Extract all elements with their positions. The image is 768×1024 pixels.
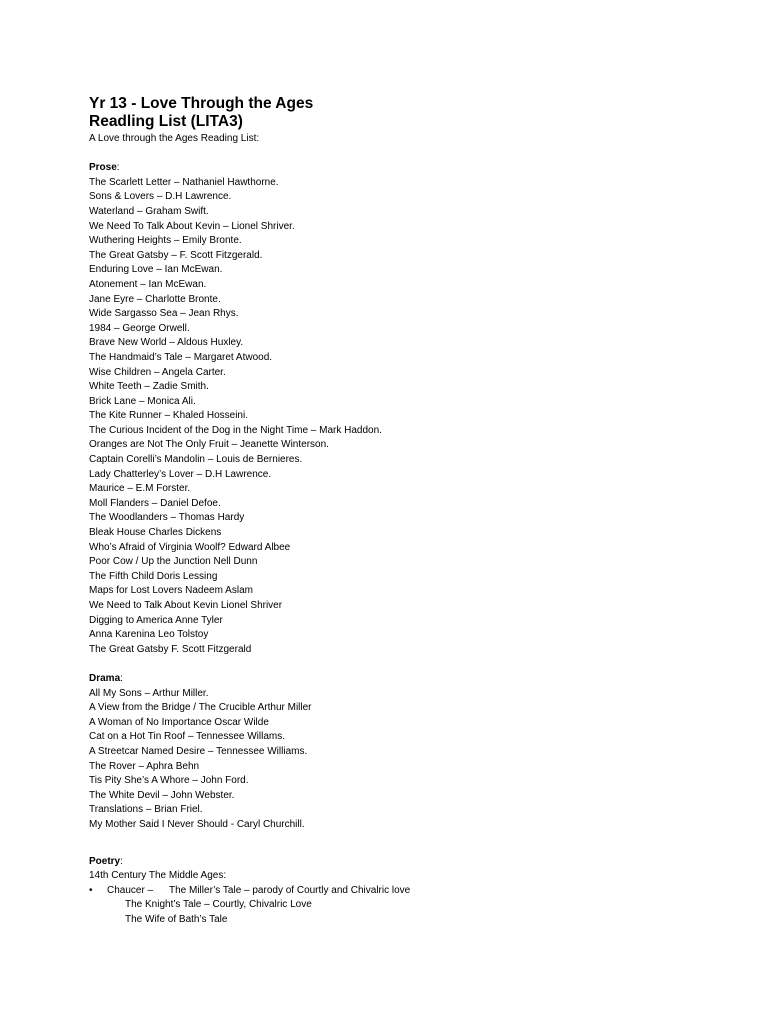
prose-list <box>89 176 749 658</box>
list-item: Wide Sargasso Sea – Jean Rhys. <box>89 308 239 320</box>
poetry-bullet-item <box>89 884 749 899</box>
list-item: White Teeth – Zadie Smith. <box>89 381 209 393</box>
list-item: Wise Children – Angela Carter. <box>89 366 226 378</box>
list-item: Brick Lane – Monica Ali. <box>89 395 196 407</box>
poetry-heading-colon: : <box>120 855 123 867</box>
list-item: Digging to America Anne Tyler <box>89 614 223 626</box>
list-item: Waterland – Graham Swift. <box>89 205 209 217</box>
list-item: Translations – Brian Friel. <box>89 804 203 816</box>
list-item: Oranges are Not The Only Fruit – Jeanette Winterson. <box>89 439 329 451</box>
list-item: Sons & Lovers – D.H Lawrence. <box>89 191 232 203</box>
list-item: The Kite Runner – Khaled Hosseini. <box>89 410 248 422</box>
list-item: Wuthering Heights – Emily Bronte. <box>89 235 242 247</box>
bullet-icon: • <box>89 884 93 896</box>
list-item: Tis Pity She’s A Whore – John Ford. <box>89 775 249 787</box>
list-item: My Mother Said I Never Should - Caryl Churchill. <box>89 818 305 830</box>
poetry-work: The Wife of Bath’s Tale <box>125 913 228 925</box>
list-item: Cat on a Hot Tin Roof – Tennessee Willams. <box>89 731 286 743</box>
list-item: Enduring Love – Ian McEwan. <box>89 264 223 276</box>
list-item: The Scarlett Letter – Nathaniel Hawthorne. <box>89 176 279 188</box>
drama-heading-label: Drama <box>89 672 121 684</box>
list-item: 1984 – George Orwell. <box>89 322 190 334</box>
list-item: The Great Gatsby – F. Scott Fitzgerald. <box>89 249 263 261</box>
spacer <box>89 657 749 672</box>
list-item: The Fifth Child Doris Lessing <box>89 570 218 582</box>
list-item: The Rover – Aphra Behn <box>89 760 200 772</box>
intro-text: A Love through the Ages Reading List: <box>89 133 260 144</box>
list-item: The Handmaid’s Tale – Margaret Atwood. <box>89 351 273 363</box>
list-item: All My Sons – Arthur Miller. <box>89 687 209 699</box>
list-item: Moll Flanders – Daniel Defoe. <box>89 497 221 509</box>
poetry-heading <box>89 855 749 870</box>
poetry-heading-label: Poetry <box>89 855 121 867</box>
list-item: A View from the Bridge / The Crucible Arthur Miller <box>89 702 312 714</box>
drama-heading-colon: : <box>120 672 123 684</box>
list-item: Lady Chatterley’s Lover – D.H Lawrence. <box>89 468 272 480</box>
list-item: A Streetcar Named Desire – Tennessee Williams. <box>89 745 308 757</box>
list-item: A Woman of No Importance Oscar Wilde <box>89 716 269 728</box>
list-item: Who’s Afraid of Virginia Woolf? Edward Albee <box>89 541 291 553</box>
list-item: Bleak House Charles Dickens <box>89 527 222 539</box>
list-item: The Woodlanders – Thomas Hardy <box>89 512 245 524</box>
list-item: The White Devil – John Webster. <box>89 789 235 801</box>
list-item: Anna Karenina Leo Tolstoy <box>89 629 209 641</box>
list-item: The Curious Incident of the Dog in the Night Time – Mark Haddon. <box>89 424 382 436</box>
list-item: Atonement – Ian McEwan. <box>89 278 207 290</box>
list-item: Brave New World – Aldous Huxley. <box>89 337 244 349</box>
list-item: We Need To Talk About Kevin – Lionel Shriver. <box>89 220 295 232</box>
document-title-line-1: Yr 13 - Love Through the Ages <box>89 95 314 112</box>
list-item: Jane Eyre – Charlotte Bronte. <box>89 293 221 305</box>
drama-list <box>89 687 749 833</box>
document-page <box>89 95 749 927</box>
list-item: Poor Cow / Up the Junction Nell Dunn <box>89 556 258 568</box>
drama-heading <box>89 672 749 687</box>
poetry-author: Chaucer – <box>107 884 154 896</box>
poetry-subheading: 14th Century The Middle Ages: <box>89 870 227 882</box>
prose-heading <box>89 161 749 176</box>
list-item: Maps for Lost Lovers Nadeem Aslam <box>89 585 253 597</box>
list-item: We Need to Talk About Kevin Lionel Shriver <box>89 600 283 611</box>
prose-heading-label: Prose <box>89 162 117 174</box>
document-title-line-2: Readling List (LITA3) <box>89 113 243 130</box>
spacer <box>89 147 749 162</box>
poetry-work: The Knight’s Tale – Courtly, Chivalric Love <box>125 899 312 911</box>
spacer <box>89 833 749 855</box>
prose-heading-colon: : <box>116 162 120 174</box>
list-item: Maurice – E.M Forster. <box>89 483 191 495</box>
list-item: Captain Corelli’s Mandolin – Louis de Bernieres. <box>89 454 303 466</box>
poetry-work: The Miller’s Tale – parody of Courtly and Chivalric love <box>169 884 411 896</box>
list-item: The Great Gatsby F. Scott Fitzgerald <box>89 643 252 655</box>
